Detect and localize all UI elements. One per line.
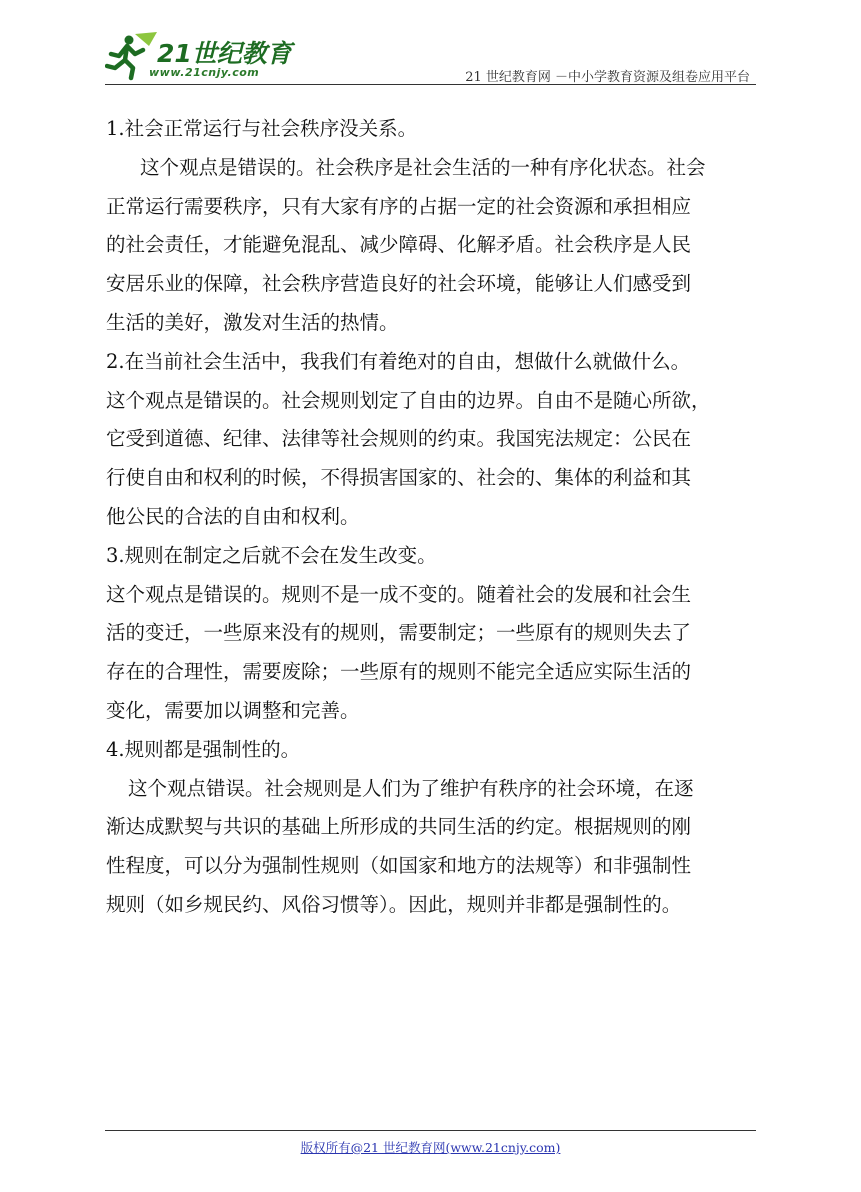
document-body (106, 110, 762, 925)
answer-4-line: 规则（如乡规民约、风俗习惯等）。因此，规则并非都是强制性的。 (106, 892, 682, 916)
answer-4-line: 渐达成默契与共识的基础上所形成的共同生活的约定。根据规则的刚 (106, 815, 692, 839)
answer-1-line: 的社会责任，才能避免混乱、减少障碍、化解矛盾。社会秩序是人民 (106, 233, 692, 257)
logo-url: www.21cnjy.com (149, 66, 260, 79)
header-divider (105, 84, 756, 85)
answer-4-line: 这个观点错误。社会规则是人们为了维护有秩序的社会环境，在逐 (128, 776, 694, 800)
answer-3-line: 这个观点是错误的。规则不是一成不变的。随着社会的发展和社会生 (106, 582, 692, 606)
answer-3-line: 变化，需要加以调整和完善。 (106, 698, 360, 722)
answer-3-line: 存在的合理性，需要废除；一些原有的规则不能完全适应实际生活的 (106, 660, 692, 684)
question-4-heading: 4.规则都是强制性的。 (106, 737, 301, 761)
answer-2-line: 行使自由和权利的时候，不得损害国家的、社会的、集体的利益和其 (106, 466, 692, 490)
answer-1-line: 这个观点是错误的。社会秩序是社会生活的一种有序化状态。社会 (140, 155, 706, 179)
page-header (105, 30, 756, 87)
answer-2-line: 他公民的合法的自由和权利。 (106, 504, 360, 528)
answer-1-line: 生活的美好，激发对生活的热情。 (106, 310, 399, 334)
answer-2-line: 这个观点是错误的。社会规则划定了自由的边界。自由不是随心所欲， (106, 388, 711, 412)
answer-4-line: 性程度，可以分为强制性规则（如国家和地方的法规等）和非强制性 (106, 854, 692, 878)
answer-2-line: 它受到道德、纪律、法律等社会规则的约束。我国宪法规定：公民在 (106, 427, 692, 451)
question-2-heading: 2.在当前社会生活中，我我们有着绝对的自由，想做什么就做什么。 (106, 349, 691, 373)
copyright-link[interactable]: 版权所有@21 世纪教育网(www.21cnjy.com) (300, 1140, 561, 1155)
question-1-heading: 1.社会正常运行与社会秩序没关系。 (106, 117, 418, 140)
question-3-heading: 3.规则在制定之后就不会在发生改变。 (106, 543, 437, 567)
footer-divider (105, 1130, 756, 1131)
answer-3-line: 活的变迁，一些原来没有的规则，需要制定；一些原有的规则失去了 (106, 621, 692, 645)
logo-text: 21世纪教育 (157, 39, 292, 68)
site-logo[interactable] (105, 30, 315, 84)
answer-1-line: 正常运行需要秩序，只有大家有序的占据一定的社会资源和承担相应 (106, 194, 692, 218)
answer-1-line: 安居乐业的保障，社会秩序营造良好的社会环境，能够让人们感受到 (106, 272, 692, 296)
header-site-title: 21 世纪教育网 －中小学教育资源及组卷应用平台 (465, 70, 750, 85)
